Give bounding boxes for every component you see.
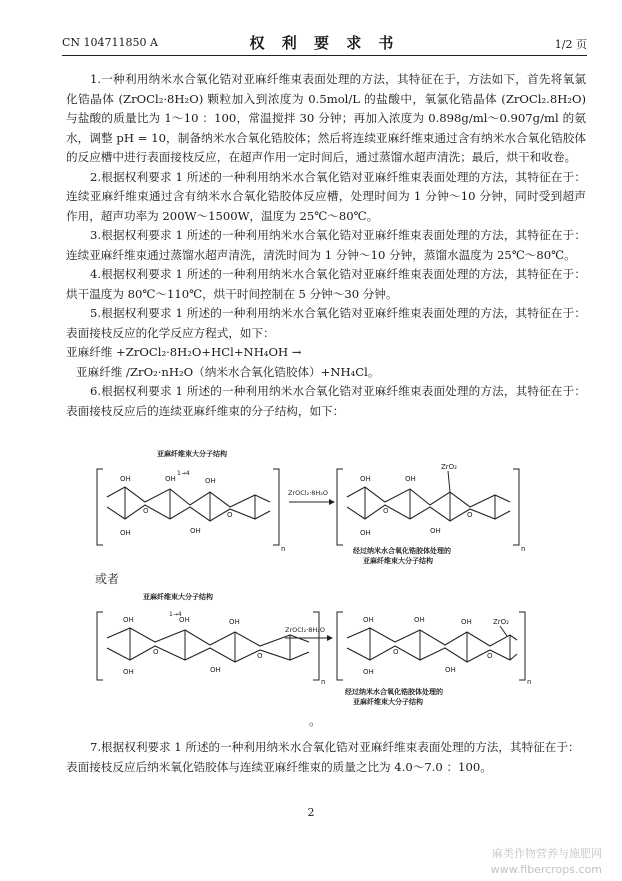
ring-oxygen-label: O bbox=[487, 652, 493, 660]
claim-7: 7.根据权利要求 1 所述的一种利用纳米水合氧化锆对亚麻纤维束表面处理的方法，其特征在于：表面接枝反应后纳米氧化锆胶体与连续亚麻纤维束的质量之比为 4.0～7.0 ：100。 bbox=[66, 740, 580, 774]
reagent-label: ZrOCl₂·8H₂O bbox=[288, 489, 329, 497]
oh-label: OH bbox=[179, 616, 190, 624]
diagram-top-label: 亚麻纤维束大分子结构 bbox=[157, 450, 227, 458]
oh-label: OH bbox=[165, 475, 176, 483]
oh-label: OH bbox=[430, 527, 441, 535]
claim-4: 4.根据权利要求 1 所述的一种利用纳米水合氧化锆对亚麻纤维束表面处理的方法，其特征在于：烘干温度为 80℃～110℃，烘干时间控制在 5 分钟～30 分钟。 bbox=[66, 267, 586, 301]
claim-5: 5.根据权利要求 1 所述的一种利用纳米水合氧化锆对亚麻纤维束表面处理的方法，其特征在于：表面接枝反应的化学反应方程式，如下： bbox=[66, 306, 586, 340]
oh-label: OH bbox=[120, 529, 131, 537]
site-watermark bbox=[491, 846, 602, 878]
zro2-label: ZrO₂ bbox=[493, 618, 509, 626]
repeat-n-left: n bbox=[281, 545, 286, 553]
link-label: 1→4 bbox=[169, 611, 182, 618]
ring-oxygen-label: O bbox=[143, 507, 149, 515]
ring-oxygen-label: O bbox=[393, 648, 399, 656]
separator-dot: 。 bbox=[309, 714, 322, 728]
molecular-structure-diagram-1 bbox=[95, 447, 535, 565]
oh-label: OH bbox=[414, 616, 425, 624]
page-indicator: 1/2 页 bbox=[554, 38, 587, 51]
claim-1: 1.一种利用纳米水合氧化锆对亚麻纤维束表面处理的方法，其特征在于，方法如下，首先将氧氯化锆晶体 (ZrOCl₂·8H₂O) 颗粒加入到浓度为 0.5mol/L 的盐酸中，氧氯化锆晶体 (ZrOCl₂.8H₂O) 与盐酸的质量比为 1～10 ：100，常温搅拌 30 分钟；再加入浓度为 0.898g/ml～0.907g/ml 的氨水，调整 pH = 10，制备纳米水合氧化锆胶体；然后将连续亚麻纤维束通过含有纳米水合氧化锆胶体的反应槽中进行表面接枝反应，在超声作用一定时间后，通过蒸馏水超声清洗；最后，烘干和收卷。 bbox=[66, 72, 586, 164]
link-label: 1→4 bbox=[177, 470, 190, 477]
oh-label: OH bbox=[360, 475, 371, 483]
oh-label: OH bbox=[123, 616, 134, 624]
diagram-bottom-label-line-1: 经过纳米水合氧化锆胶体处理的 bbox=[353, 547, 451, 555]
molecular-structure-diagram-2 bbox=[95, 590, 535, 708]
ring-oxygen-label: O bbox=[153, 648, 159, 656]
claims-body-continued bbox=[66, 738, 586, 777]
reaction-equation-line-1: 亚麻纤维 +ZrOCl₂·8H₂O+HCl+NH₄OH → bbox=[66, 345, 302, 359]
claims-body bbox=[66, 70, 586, 421]
zro2-label: ZrO₂ bbox=[441, 463, 457, 471]
oh-label: OH bbox=[360, 529, 371, 537]
watermark-url: www.fibercrops.com bbox=[490, 863, 602, 876]
reaction-equation-line-2: 亚麻纤维 /ZrO₂·nH₂O（纳米水合氧化锆胶体）+NH₄Cl。 bbox=[76, 364, 380, 379]
diagram-top-label: 亚麻纤维束大分子结构 bbox=[143, 593, 213, 601]
patent-number: CN 104711850 A bbox=[62, 36, 158, 49]
ring-oxygen-label: O bbox=[467, 511, 473, 519]
repeat-n-right: n bbox=[521, 545, 526, 553]
header-divider bbox=[62, 55, 587, 56]
reagent-label: ZrOCl₂·8H₂O bbox=[285, 626, 326, 634]
claim-6: 6.根据权利要求 1 所述的一种利用纳米水合氧化锆对亚麻纤维束表面处理的方法，其特征在于：表面接枝反应后的连续亚麻纤维束的分子结构，如下： bbox=[66, 384, 586, 418]
oh-label: OH bbox=[461, 618, 472, 626]
oh-label: OH bbox=[363, 668, 374, 676]
page-number: 2 bbox=[307, 806, 315, 819]
ring-oxygen-label: O bbox=[227, 511, 233, 519]
claim-2: 2.根据权利要求 1 所述的一种利用纳米水合氧化锆对亚麻纤维束表面处理的方法，其特征在于：连续亚麻纤维束通过含有纳米水合氧化锆胶体反应槽，处理时间为 1 分钟～10 分钟，同时受到超声作用，超声功率为 200W～1500W，温度为 25℃～80℃。 bbox=[66, 169, 586, 223]
oh-label: OH bbox=[445, 666, 456, 674]
oh-label: OH bbox=[405, 475, 416, 483]
alternative-label: 或者 bbox=[95, 572, 120, 586]
diagram-bottom-label-line-2: 亚麻纤维束大分子结构 bbox=[353, 698, 423, 706]
diagram-bottom-label-line-2: 亚麻纤维束大分子结构 bbox=[363, 557, 433, 565]
document-title: 权 利 要 求 书 bbox=[249, 34, 400, 52]
page-header bbox=[62, 32, 587, 54]
ring-oxygen-label: O bbox=[257, 652, 263, 660]
oh-label: OH bbox=[123, 668, 134, 676]
oh-label: OH bbox=[363, 616, 374, 624]
claim-3: 3.根据权利要求 1 所述的一种利用纳米水合氧化锆对亚麻纤维束表面处理的方法，其特征在于：连续亚麻纤维束通过蒸馏水超声清洗，清洗时间为 1 分钟～10 分钟，蒸馏水温度为 25℃～80℃。 bbox=[66, 228, 586, 262]
diagram-bottom-label-line-1: 经过纳米水合氧化锆胶体处理的 bbox=[345, 688, 443, 696]
ring-oxygen-label: O bbox=[383, 507, 389, 515]
oh-label: OH bbox=[210, 666, 221, 674]
repeat-n-right: n bbox=[527, 678, 532, 686]
oh-label: OH bbox=[229, 618, 240, 626]
oh-label: OH bbox=[190, 527, 201, 535]
oh-label: OH bbox=[120, 475, 131, 483]
watermark-site-name: 麻类作物营养与施肥网 bbox=[492, 847, 602, 860]
repeat-n-left: n bbox=[321, 678, 326, 686]
oh-label: OH bbox=[205, 477, 216, 485]
